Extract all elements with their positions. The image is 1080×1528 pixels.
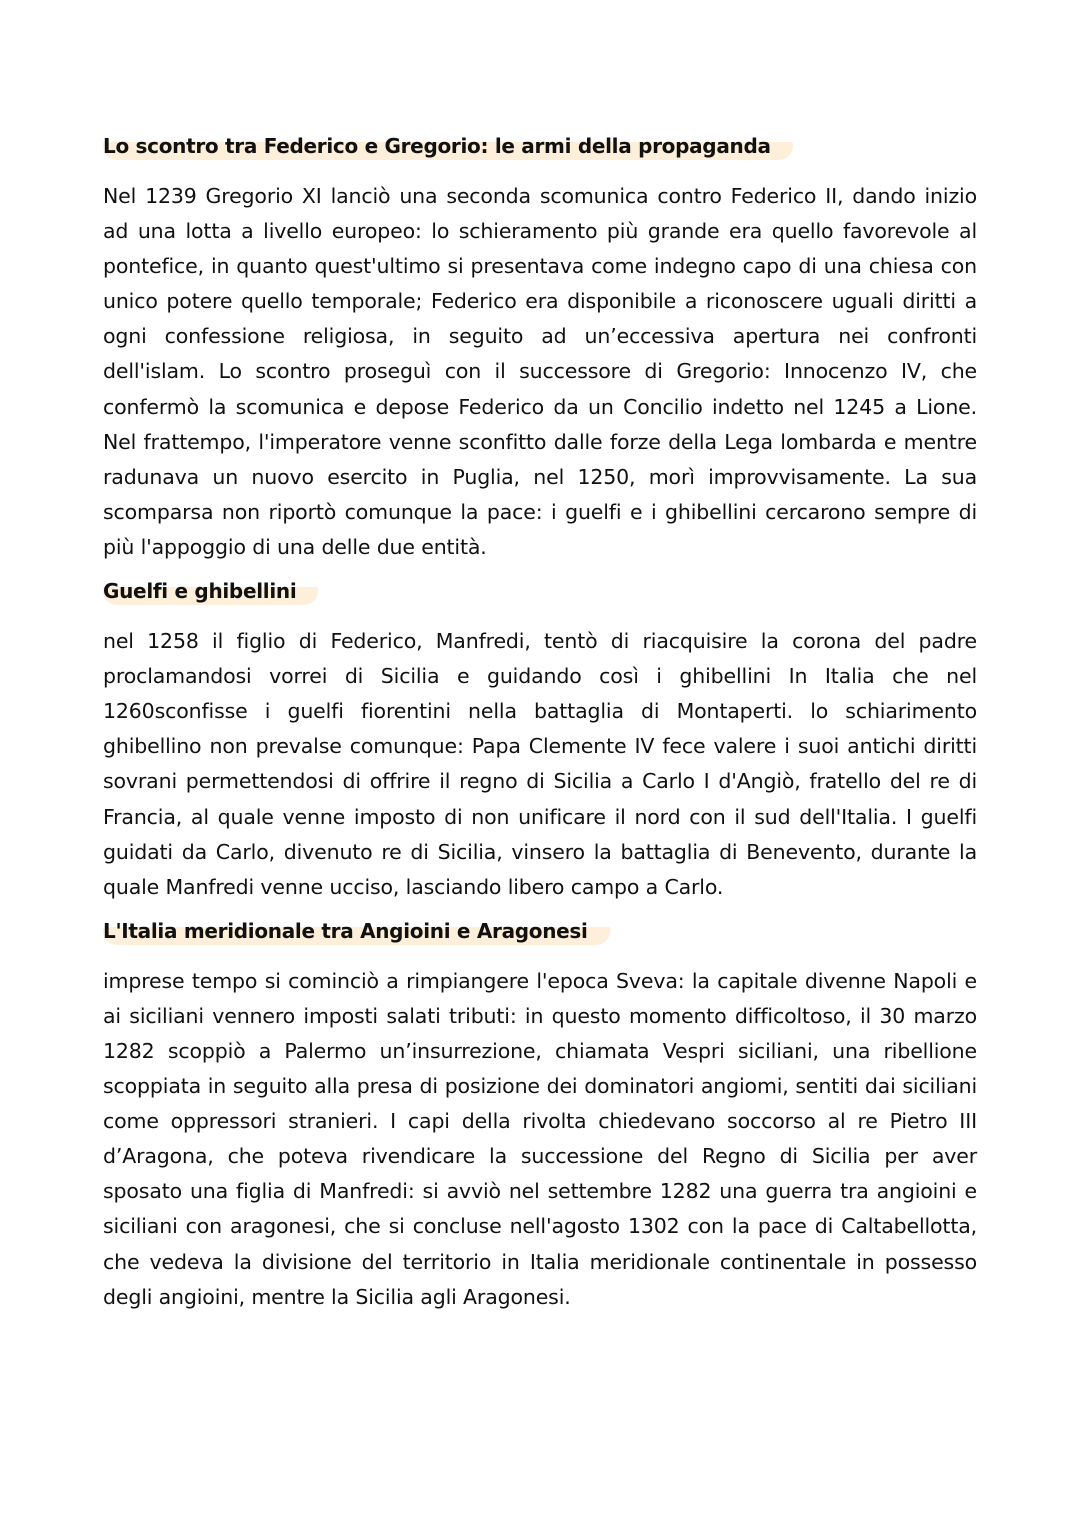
section-heading-3-wrap: [103, 917, 977, 948]
section-heading: Guelfi e ghibellini: [103, 577, 318, 605]
document-page: [103, 130, 977, 1315]
section-paragraph: nel 1258 il figlio di Federico, Manfredi, tentò di riacquisire la corona del padre proclamandosi vorrei di Sicilia e guidando così i ghibellini In Italia che nel 1260sconfisse i guelfi fiorentini nella battaglia di Montaperti. lo schiarimento ghibellino non prevalse comunque: Papa Clemente IV fece valere i suoi antichi diritti sovrani permettendosi di offrire il regno di Sicilia a Carlo I d'Angiò, fratello del re di Francia, al quale venne imposto di non unificare il nord con il sud dell'Italia. I guelfi guidati da Carlo, divenuto re di Sicilia, vinsero la battaglia di Benevento, durante la quale Manfredi venne ucciso, lasciando libero campo a Carlo.: [103, 629, 977, 899]
section-heading: L'Italia meridionale tra Angioini e Aragonesi: [103, 917, 610, 945]
section-heading-2-wrap: [103, 577, 977, 608]
section-paragraph: Nel 1239 Gregorio XI lanciò una seconda scomunica contro Federico II, dando inizio ad una lotta a livello europeo: lo schieramento più grande era quello favorevole al pontefice, in quanto quest'ultimo si presentava come indegno capo di una chiesa con unico potere quello temporale; Federico era disponibile a riconoscere uguali diritti a ogni confessione religiosa, in seguito ad un’eccessiva apertura nei confronti dell'islam. Lo scontro proseguì con il successore di Gregorio: Innocenzo IV, che confermò la scomunica e depose Federico da un Concilio indetto nel 1245 a Lione. Nel frattempo, l'imperatore venne sconfitto dalle forze della Lega lombarda e mentre radunava un nuovo esercito in Puglia, nel 1250, morì improvvisamente. La sua scomparsa non riportò comunque la pace: i guelfi e i ghibellini cercarono sempre di più l'appoggio di una delle due entità.: [103, 184, 977, 559]
section-heading: Lo scontro tra Federico e Gregorio: le armi della propaganda: [103, 132, 793, 160]
section-heading-1-wrap: [103, 132, 977, 163]
section-paragraph: imprese tempo si cominciò a rimpiangere l'epoca Sveva: la capitale divenne Napoli e ai siciliani vennero imposti salati tributi: in questo momento difficoltoso, il 30 marzo 1282 scoppiò a Palermo un’insurrezione, chiamata Vespri siciliani, una ribellione scoppiata in seguito alla presa di posizione dei dominatori angiomi, sentiti dai siciliani come oppressori stranieri. I capi della rivolta chiedevano soccorso al re Pietro III d’Aragona, che poteva rivendicare la successione del Regno di Sicilia per aver sposato una figlia di Manfredi: si avviò nel settembre 1282 una guerra tra angioini e siciliani con aragonesi, che si concluse nell'agosto 1302 con la pace di Caltabellotta, che vedeva la divisione del territorio in Italia meridionale continentale in possesso degli angioini, mentre la Sicilia agli Aragonesi.: [103, 968, 977, 1309]
